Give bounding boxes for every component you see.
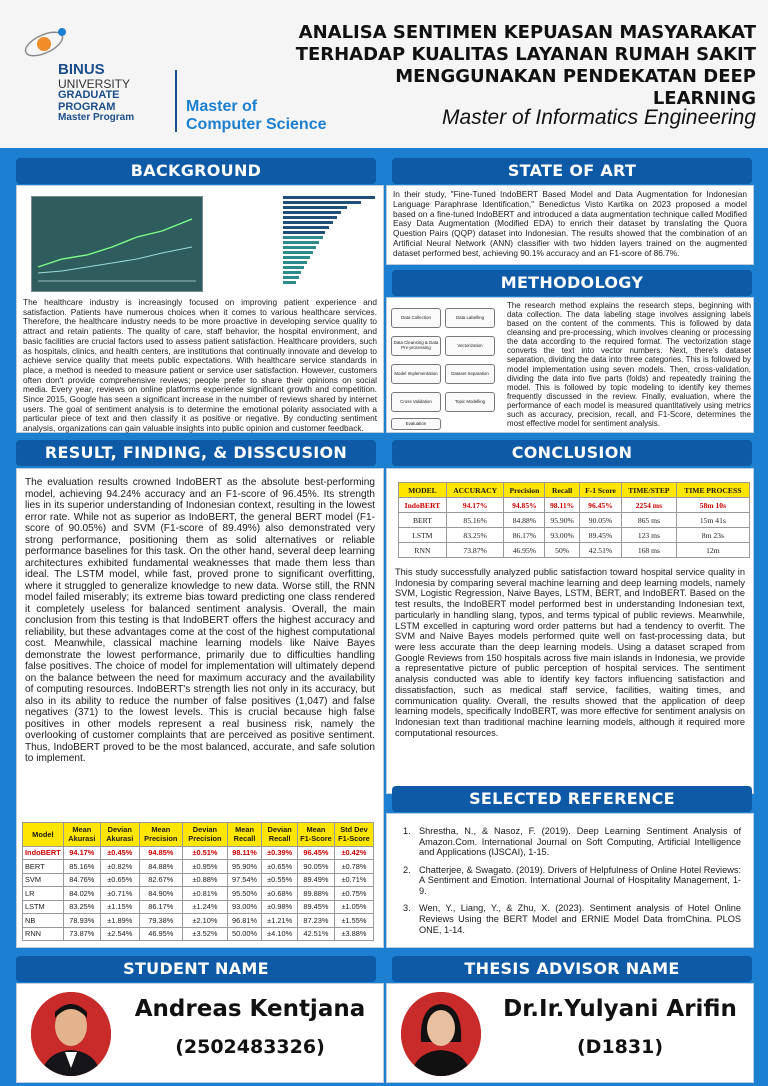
conclusion-table-header-cell: ACCURACY [446, 483, 504, 498]
conclusion-table-cell: 94.17% [446, 498, 504, 513]
conclusion-table-header-cell: MODEL [399, 483, 447, 498]
conclusion-table-cell: 168 ms [622, 543, 677, 558]
result-table-row [23, 914, 374, 927]
reference-number: 1. [403, 826, 411, 836]
result-table-row [23, 927, 374, 941]
result-table-cell: IndoBERT [23, 846, 64, 859]
conclusion-table-row [399, 513, 750, 528]
reference-item [403, 903, 741, 935]
result-table-cell: 42.51% [298, 927, 335, 941]
result-table-header-cell: Mean Akurasi [63, 823, 100, 847]
result-table-header-cell: Std Dev F1-Score [334, 823, 373, 847]
result-table-header-cell: Model [23, 823, 64, 847]
result-table-header-cell: Mean F1-Score [298, 823, 335, 847]
section-title-result: RESULT, FINDING, & DISSCUSION [16, 440, 376, 466]
result-text: The evaluation results crowned IndoBERT as the absolute best-performing model, achieving 94.24% accuracy and an F1-score of 96.45%. Its strength lies in its superior understanding of Indonesian context, resulting in the lowest error rate. While not as superior as IndoBERT, the general BERT model (F1-score of 90.05%) and SVM (F1-score of 89.49%) also demonstrated very strong performance, positioning them as solid alternatives or reliable performance baselines for this task. On the other hand, several deep learning architectures exhibited fundamental weaknesses that made them less than ideal. The LSTM model, while fast, proved prone to significant overfitting, where it struggled to generalize knowledge to new data. Worse still, the RNN model failed miserably; its extreme bias toward predicting one class rendered it completely useless for balanced sentiment analysis. Overall, the main conclusion from this testing is that IndoBERT offers the highest accuracy and reliability, but these advantages come at the cost of the highest computational cost. Meanwhile, classical machine learning models like Naive Bayes demonstrate the lowest performance, primarily due to difficulties handling false positives. The choice of model for implementation will ultimately depend on the balance between the need for maximum accuracy and the availability of computing resources. IndoBERT's strength lies not only in its accuracy, but also in its ability to reduce the number of false positives (1,047) and false negatives (371) to the lowest levels. This is crucial because high false positives in other models represent a real business risk, namely the overlooking of customer complaints that are perceived as positive sentiment. Thus, IndoBERT proved to be the most balanced, accurate, and safe solution to implement. [25, 477, 375, 764]
conclusion-table-cell: BERT [399, 513, 447, 528]
conclusion-table-cell: 15m 41s [676, 513, 749, 528]
section-title-state-of-art: STATE OF ART [392, 158, 752, 184]
result-table-cell: ±1.89% [100, 914, 139, 927]
conclusion-table-header-cell: F-1 Score [579, 483, 621, 498]
conclusion-table [398, 482, 750, 558]
logo-name: BINUS [58, 61, 105, 78]
result-table-cell: 96.81% [227, 914, 261, 927]
reference-item [403, 865, 741, 897]
result-table-cell: 79.38% [139, 914, 182, 927]
program-line-2: Computer Science [186, 115, 327, 133]
conclusion-table-cell: LSTM [399, 528, 447, 543]
result-table-cell: LSTM [23, 900, 64, 913]
conclusion-table-cell: 50% [545, 543, 579, 558]
result-table-cell: 97.54% [227, 873, 261, 886]
result-table-cell: 89.88% [298, 887, 335, 900]
result-table-cell: 84.02% [63, 887, 100, 900]
result-table-cell: 46.95% [139, 927, 182, 941]
conclusion-table-cell: 94.85% [504, 498, 545, 513]
conclusion-table-cell: IndoBERT [399, 498, 447, 513]
poster-title [286, 22, 756, 110]
methodology-panel [386, 297, 754, 433]
student-panel [16, 983, 384, 1083]
conclusion-table-header-row [399, 483, 750, 498]
result-table-header-row [23, 823, 374, 847]
result-table-cell: ±0.68% [262, 887, 298, 900]
result-table-cell: ±0.98% [262, 900, 298, 913]
advisor-panel [386, 983, 754, 1083]
result-table-cell: 89.45% [298, 900, 335, 913]
conclusion-table-row [399, 498, 750, 513]
result-table [22, 822, 374, 941]
header-divider [175, 70, 177, 132]
result-table-cell: ±4.10% [262, 927, 298, 941]
conclusion-table-cell: 42.51% [579, 543, 621, 558]
result-table-cell: ±0.55% [262, 873, 298, 886]
result-table-header-cell: Mean Recall [227, 823, 261, 847]
advisor-name: Dr.Ir.Yulyani Arifin [503, 996, 737, 1022]
conclusion-table-cell: 865 ms [622, 513, 677, 528]
background-line-chart-graphic [32, 197, 202, 291]
flow-step: Cross Validation [391, 392, 441, 412]
student-photo [31, 992, 111, 1076]
flow-step: Vectorization [445, 336, 495, 356]
result-table-cell: ±0.65% [100, 873, 139, 886]
result-table-cell: 82.67% [139, 873, 182, 886]
result-table-cell: 84.88% [139, 860, 182, 873]
result-table-cell: 95.50% [227, 887, 261, 900]
result-table-cell: ±0.39% [262, 846, 298, 859]
result-table-cell: ±1.24% [183, 900, 228, 913]
result-table-cell: ±0.71% [100, 887, 139, 900]
state-of-art-panel [386, 185, 754, 265]
result-table-cell: 73.87% [63, 927, 100, 941]
conclusion-table-cell: 8m 23s [676, 528, 749, 543]
advisor-avatar-icon [401, 992, 481, 1076]
conclusion-table-header-cell: TIME/STEP [622, 483, 677, 498]
result-table-cell: ±1.05% [334, 900, 373, 913]
result-table-cell: ±0.88% [183, 873, 228, 886]
result-table-cell: NB [23, 914, 64, 927]
background-text: The healthcare industry is increasingly focused on improving patient experience and satisfaction. Patients have numerous choices when it comes to various healthcare services. Therefore, the healthcare industry needs to be more proactive in developing service quality to attract and retain patients. The quality of care, staff behavior, the hospital environment, and basic facilities are crucial factors used to assess patient satisfaction. Healthcare providers, such as hospitals, clinics, and health centers, are institutions that continually innovate and develop to achieve service quality that meets public expectations. With healthcare service standards in place, a method is needed to measure patient or service user satisfaction. However, customers often don't provide comprehensive reviews; people prefer to share their opinions on social media. Every year, reviews on online platforms experience significant growth and competition. Since 2015, Google has seen a significant increase in the number of reviews shared by internet users. The goal of sentiment analysis is to determine the emotional polarity associated with a particular piece of text and then classify it as positive or negative. By conducting sentiment analysis, organizations can gain valuable insights into public opinion and customer feedback. [23, 297, 377, 434]
result-table-cell: ±0.42% [334, 846, 373, 859]
conclusion-table-cell: 2254 ms [622, 498, 677, 513]
methodology-flowchart [391, 302, 501, 430]
result-table-cell: ±0.71% [334, 873, 373, 886]
result-table-cell: ±0.81% [183, 887, 228, 900]
section-title-advisor: THESIS ADVISOR NAME [392, 956, 752, 982]
advisor-photo [401, 992, 481, 1076]
result-table-cell: 83.25% [63, 900, 100, 913]
logo-graduate: GRADUATE [58, 89, 120, 102]
conclusion-table-cell: 84.88% [504, 513, 545, 528]
poster-subtitle: Master of Informatics Engineering [442, 106, 756, 129]
reference-number: 3. [403, 903, 411, 914]
reference-text: Shrestha, N., & Nasoz, F. (2019). Deep Learning Sentiment Analysis of Amazon.Com. International Journal on Soft Computing, Artificial Intelligence and Applications (IJSCAI), 1-15. [419, 826, 741, 858]
result-table-cell: 50.00% [227, 927, 261, 941]
flow-step: Evaluation [391, 418, 441, 430]
result-table-cell: 96.45% [298, 846, 335, 859]
student-avatar-icon [31, 992, 111, 1076]
result-table-cell: 84.90% [139, 887, 182, 900]
section-title-methodology: METHODOLOGY [392, 270, 752, 296]
conclusion-table-header-cell: Precision [504, 483, 545, 498]
conclusion-table-cell: 85.16% [446, 513, 504, 528]
student-id: (2502483326) [175, 1036, 325, 1058]
result-table-cell: 86.17% [139, 900, 182, 913]
conclusion-table-cell: 93.00% [545, 528, 579, 543]
conclusion-table-header-cell: Recall [545, 483, 579, 498]
conclusion-table-cell: RNN [399, 543, 447, 558]
result-table-cell: BERT [23, 860, 64, 873]
conclusion-table-cell: 58m 10s [676, 498, 749, 513]
logo-university: UNIVERSITY [58, 76, 131, 91]
result-table-cell: RNN [23, 927, 64, 941]
result-table-row [23, 860, 374, 873]
result-table-cell: 87.23% [298, 914, 335, 927]
result-table-cell: ±0.95% [183, 860, 228, 873]
result-table-row [23, 900, 374, 913]
flow-step: Data Cleansing & Data Pre-processing [391, 336, 441, 356]
reference-text: Chatterjee, & Swagato. (2019). Drivers of Helpfulness of Online Hotel Reviews: A Sentiment and Emotion. International Journal of Hospitality Management, 1-9. [419, 864, 741, 896]
program-line-1: Master of [186, 98, 258, 115]
result-table-cell: 90.05% [298, 860, 335, 873]
conclusion-text: This study successfully analyzed public satisfaction toward hospital service quality in Indonesia by comparing several machine learning and deep learning models, namely SVM, Logistic Regression, Naive Bayes, LSTM, BERT, and IndoBERT. Based on the test results, the IndoBERT model performed best in understanding Indonesian text, particularly in handling slang, typos, and terms typical of public reviews. Meanwhile, LSTM excelled in capturing word order patterns but had a tendency to overfit. The SVM and Naive Bayes models performed quite well on fast-processing data, but were less accurate than the deep learning models. Using a dataset scraped from Google Reviews from 150 hospitals across five main islands in Indonesia, we provide a representative picture of public perception of hospital services. The sentiment analysis conducted was able to identify key factors influencing satisfaction and dissatisfaction, such as medical staff service, facilities, waiting times, and communication quality. Overall, the results showed that the application of deep learning models, specifically IndoBERT, was more effective for sentiment analysis on Indonesian text than traditional machine learning models, although it required more computational resources. [395, 567, 745, 738]
result-table-cell: 98.11% [227, 846, 261, 859]
logo-program: PROGRAM [58, 100, 116, 113]
result-table-cell: ±1.55% [334, 914, 373, 927]
result-table-header-cell: Devian Recall [262, 823, 298, 847]
result-table-cell: 94.85% [139, 846, 182, 859]
result-table-cell: ±0.45% [100, 846, 139, 859]
reference-item [403, 826, 741, 858]
section-title-student: STUDENT NAME [16, 956, 376, 982]
result-table-cell: 93.00% [227, 900, 261, 913]
section-title-conclusion: CONCLUSION [392, 440, 752, 466]
result-table-row [23, 887, 374, 900]
reference-number: 2. [403, 864, 411, 875]
logo-master: Master Program [58, 112, 135, 124]
result-table-cell: SVM [23, 873, 64, 886]
flow-step: Dataset Separation [445, 364, 495, 384]
result-table-cell: 84.76% [63, 873, 100, 886]
conclusion-table-cell: 123 ms [622, 528, 677, 543]
conclusion-table-cell: 98.11% [545, 498, 579, 513]
section-title-background: BACKGROUND [16, 158, 376, 184]
conclusion-table-cell: 90.05% [579, 513, 621, 528]
conclusion-table-cell: 86.17% [504, 528, 545, 543]
flow-step: Data Labelling [445, 308, 495, 328]
flow-step: Data Collection [391, 308, 441, 328]
result-table-cell: ±0.75% [334, 887, 373, 900]
result-table-cell: ±3.52% [183, 927, 228, 941]
state-of-art-text: In their study, "Fine-Tuned IndoBERT Based Model and Data Augmentation for Indonesian Language Paraphrase Identification," Benedictus Visto Kartika on 2023 proposed a model based on a fine-tuned IndoBERT and introduced a data augmentation technique called Modified Easy Data Augmentation (Modified EDA) to enrich their dataset by translating the Quora Question Pairs (QQP) dataset into Indonesian. The results showed that the combination of an Artificial Neural Network (ANN) classifier with two hidden layers trained on the augmented dataset performed best, achieving 90.1% accuracy and an F1-score of 86.7%. [393, 189, 747, 258]
result-table-cell: 85.16% [63, 860, 100, 873]
title-line-3: MENGGUNAKAN PENDEKATAN DEEP LEARNING [395, 65, 756, 109]
result-table-cell: ±1.15% [100, 900, 139, 913]
flow-step: Model Implementation [391, 364, 441, 384]
result-table-cell: ±1.21% [262, 914, 298, 927]
result-table-cell: ±2.54% [100, 927, 139, 941]
methodology-text: The research method explains the research steps, beginning with data collection. The data labeling stage involves assigning labels based on the content of the comments. This is followed by data cleansing and pre-processing, which involves cleaning or processing the data according to the required format. The vectorization stage converts the text into vector numbers. Next, there's dataset separation, dividing the data into three categories. This is followed by model implementation using seven models. Then, cross-validation, dividing the data into five parts (folds) and repeatedly training the model. This is followed by topic modeling to identify key themes frequently discussed in the review. Finally, evaluation, where the performance of each model is measured quantitatively using metrics such as accuracy, precision, recall, and F1-Score, determines the most effective model for sentiment analysis. [507, 301, 751, 429]
reference-panel [386, 813, 754, 948]
result-table-cell: ±0.82% [100, 860, 139, 873]
conclusion-table-cell: 89.45% [579, 528, 621, 543]
binus-logo-text [58, 62, 134, 124]
result-table-header-cell: Devian Precision [183, 823, 228, 847]
result-table-cell: ±3.88% [334, 927, 373, 941]
conclusion-table-cell: 83.25% [446, 528, 504, 543]
conclusion-table-cell: 46.95% [504, 543, 545, 558]
result-table-cell: 94.17% [63, 846, 100, 859]
student-name: Andreas Kentjana [134, 996, 366, 1022]
result-table-cell: LR [23, 887, 64, 900]
background-bar-chart [213, 194, 381, 296]
title-line-1: ANALISA SENTIMEN KEPUASAN MASYARAKAT [298, 22, 756, 43]
poster-header [0, 0, 768, 148]
conclusion-table-row [399, 528, 750, 543]
result-table-row [23, 873, 374, 886]
result-table-cell: ±2.10% [183, 914, 228, 927]
conclusion-table-header-cell: TIME PROCESS [676, 483, 749, 498]
background-panel [16, 185, 384, 433]
result-table-header-cell: Mean Precision [139, 823, 182, 847]
result-table-cell: 89.49% [298, 873, 335, 886]
section-title-reference: SELECTED REFERENCE [392, 786, 752, 812]
conclusion-table-cell: 95.90% [545, 513, 579, 528]
background-line-chart [31, 196, 203, 292]
result-table-header-cell: Devian Akurasi [100, 823, 139, 847]
conclusion-table-cell: 96.45% [579, 498, 621, 513]
conclusion-table-cell: 12m [676, 543, 749, 558]
result-table-cell: ±0.51% [183, 846, 228, 859]
result-table-row [23, 846, 374, 859]
title-line-2: TERHADAP KUALITAS LAYANAN RUMAH SAKIT [295, 43, 756, 65]
conclusion-table-cell: 73.87% [446, 543, 504, 558]
result-table-cell: 95.90% [227, 860, 261, 873]
result-table-cell: ±0.78% [334, 860, 373, 873]
flow-step: Topic Modelling [445, 392, 495, 412]
result-table-cell: ±0.65% [262, 860, 298, 873]
advisor-id: (D1831) [576, 1036, 664, 1058]
reference-text: Wen, Y., Liang, Y., & Zhu, X. (2023). Sentiment analysis of Hotel Online Reviews Using the BERT Model and ERNIE Model Data fromChina. PLOS ONE, 1-14. [419, 903, 741, 935]
conclusion-table-row [399, 543, 750, 558]
result-table-cell: 78.93% [63, 914, 100, 927]
